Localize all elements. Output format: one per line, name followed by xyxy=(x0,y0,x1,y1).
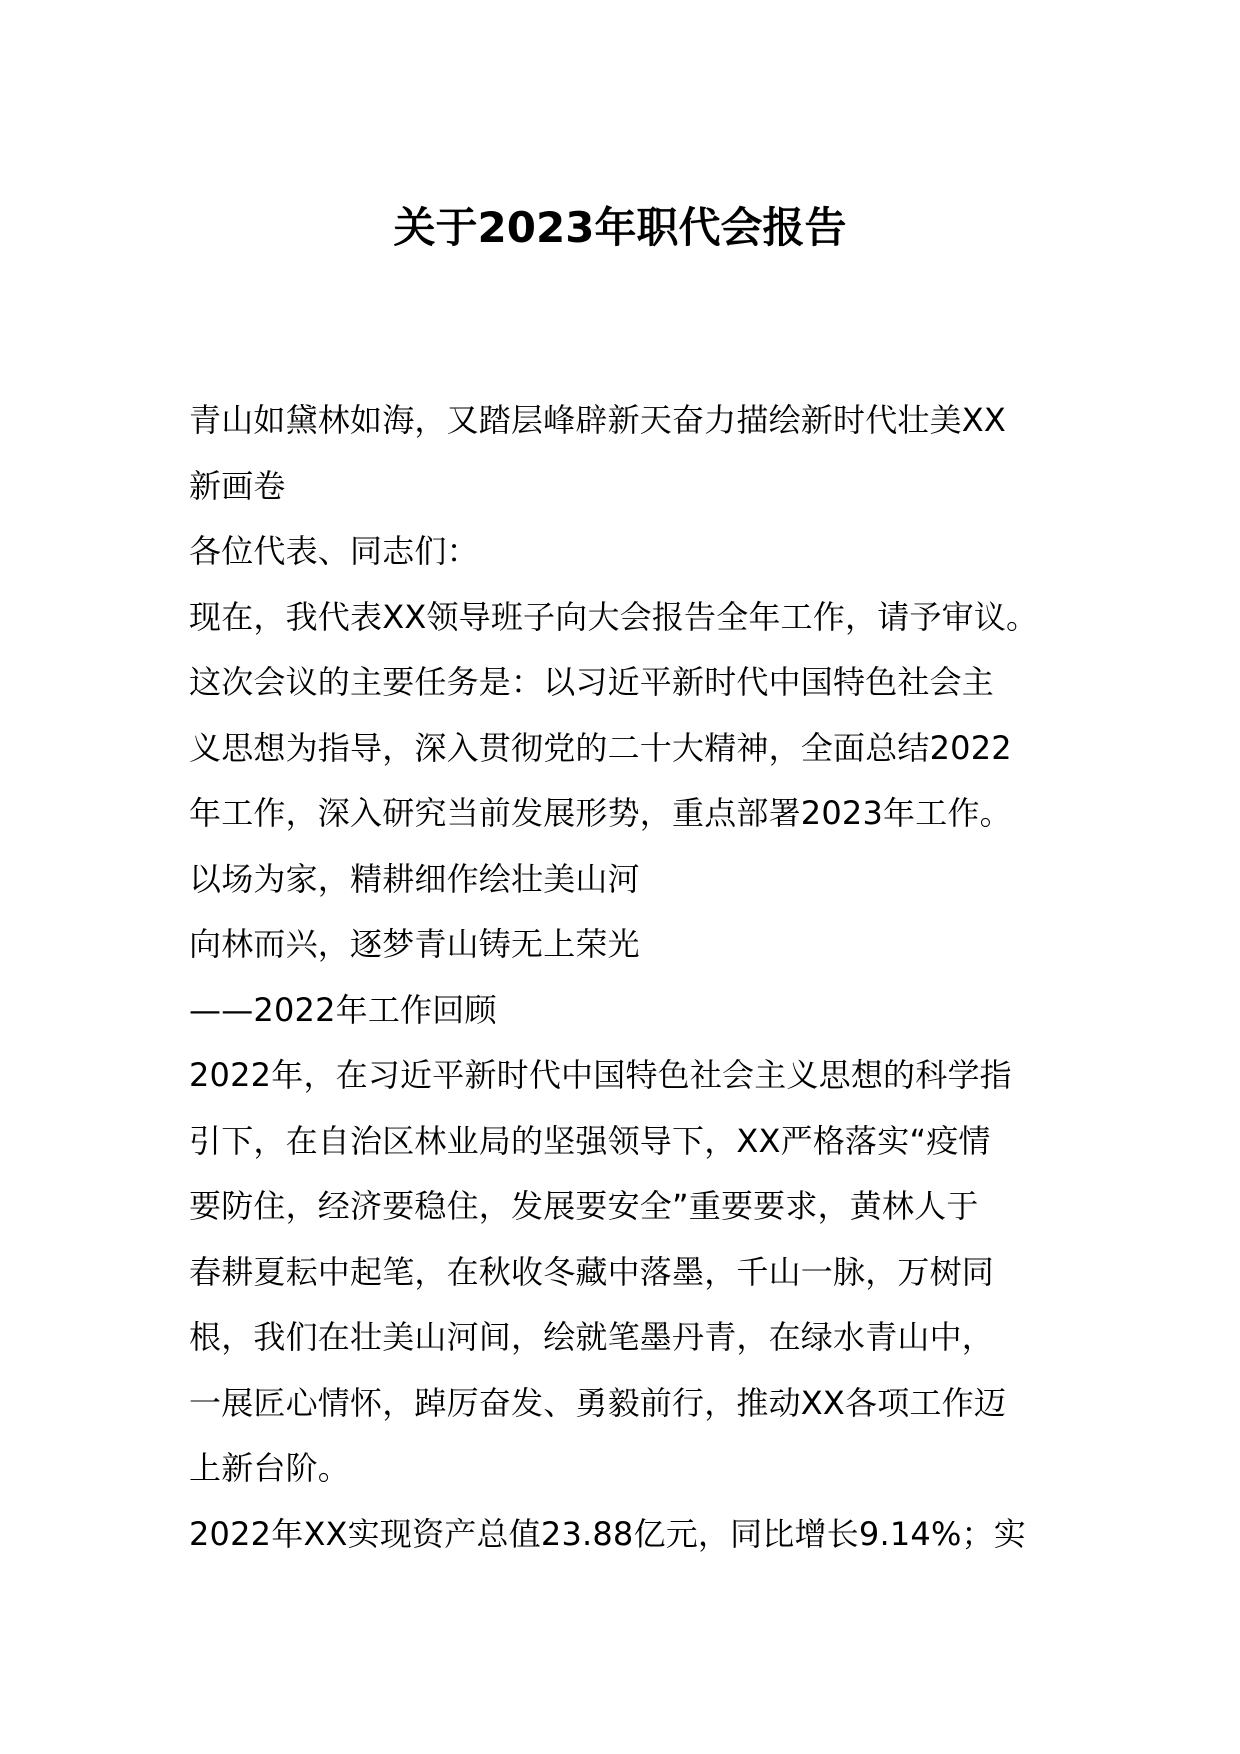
text-line-2: 新画卷 xyxy=(189,466,286,505)
text-line-15: 根，我们在壮美山河间，绘就笔墨丹青，在绿水青山中， xyxy=(189,1318,995,1356)
document-title: 关于2023年职代会报告 xyxy=(393,203,847,252)
text-line-13: 要防住，经济要稳住，发展要安全”重要要求，黄林人于 xyxy=(189,1187,979,1225)
text-line-16: 一展匠心情怀，踔厉奋发、勇毅前行，推动XX各项工作迈 xyxy=(189,1383,1007,1422)
text-line-8: 以场为家，精耕细作绘壮美山河 xyxy=(189,859,640,898)
text-line-17: 上新台阶。 xyxy=(189,1449,351,1487)
text-line-11: 2022年，在习近平新时代中国特色社会主义思想的科学指 xyxy=(189,1056,1012,1094)
text-line-6: 义思想为指导，深入贯彻党的二十大精神，全面总结2022 xyxy=(189,728,1012,767)
text-line-10: ——2022年工作回顾 xyxy=(189,990,497,1029)
text-line-14: 春耕夏耘中起笔，在秋收冬藏中落墨，千山一脉，万树同 xyxy=(189,1252,995,1291)
text-line-3: 各位代表、同志们： xyxy=(189,532,479,570)
document-body xyxy=(189,388,1059,1567)
text-line-4: 现在，我代表XX领导班子向大会报告全年工作，请予审议。 xyxy=(189,597,1039,636)
text-line-9: 向林而兴，逐梦青山铸无上荣光 xyxy=(189,925,640,963)
text-line-5: 这次会议的主要任务是：以习近平新时代中国特色社会主 xyxy=(189,663,995,701)
text-line-7: 年工作，深入研究当前发展形势，重点部署2023年工作。 xyxy=(189,794,1012,832)
text-line-18: 2022年XX实现资产总值23.88亿元，同比增长9.14%；实 xyxy=(189,1514,1026,1553)
text-line-12: 引下，在自治区林业局的坚强领导下，XX严格落实“疫情 xyxy=(189,1121,991,1160)
text-line-1: 青山如黛林如海，又踏层峰辟新天奋力描绘新时代壮美XX xyxy=(189,401,1007,439)
